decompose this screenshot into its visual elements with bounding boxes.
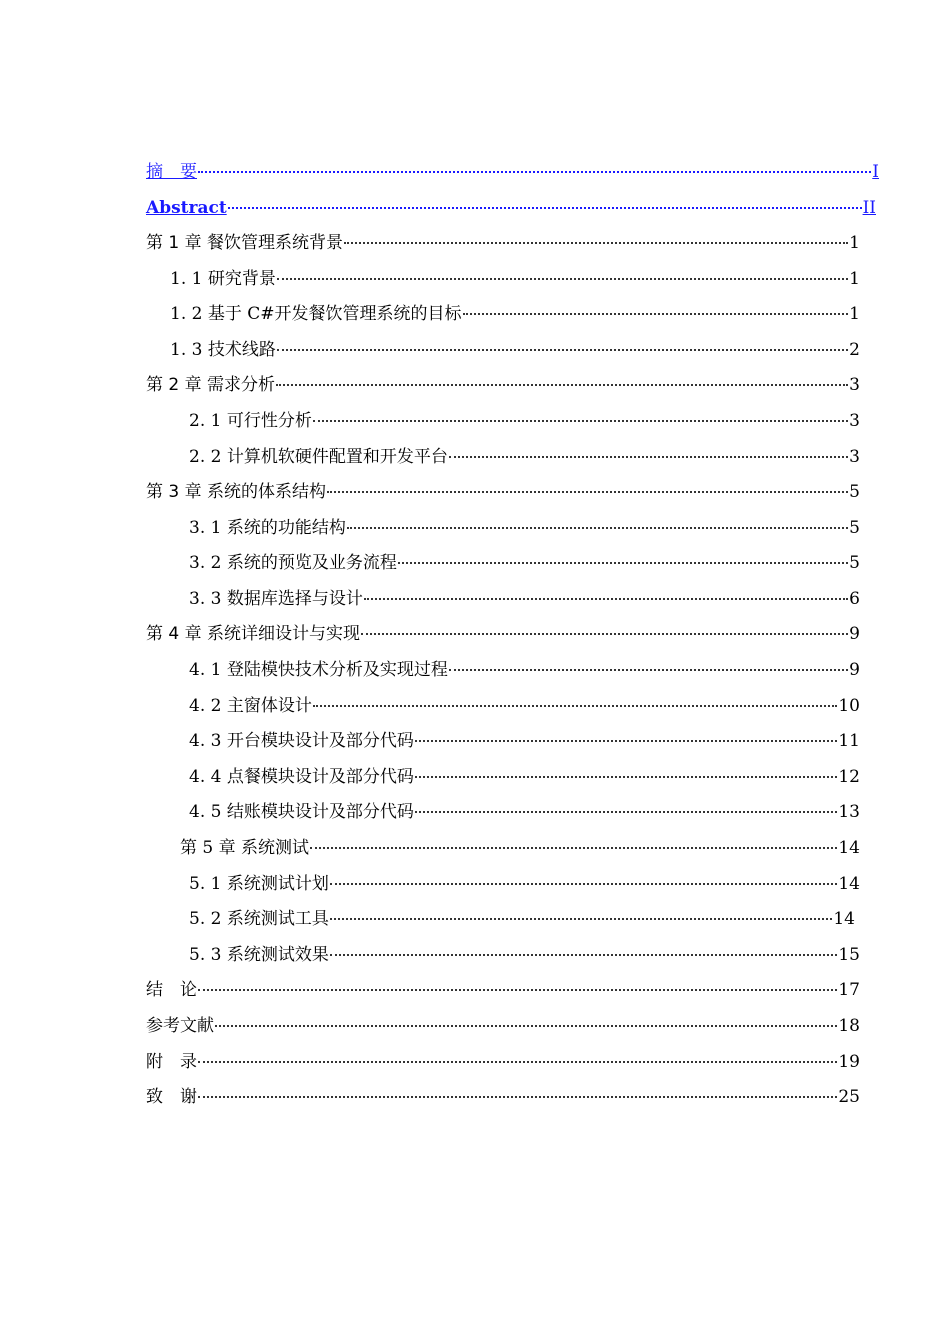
toc-entry-page: 14 [838,874,860,894]
toc-entry-3-1[interactable] [189,514,860,542]
toc-entry-5-2[interactable] [189,905,855,933]
toc-entry-label: 致 谢 [146,1087,197,1107]
toc-entry-page: 15 [838,945,860,965]
toc-entry-abstract-cn[interactable] [146,158,879,186]
toc-entry-5-1[interactable] [189,870,860,898]
toc-leader-dots [344,242,848,244]
toc-entry-label: 2. 2 计算机软硬件配置和开发平台 [189,447,448,467]
toc-leader-dots [415,776,838,778]
toc-entry-label: 1. 3 技术线路 [170,340,276,360]
toc-entry-label: 5. 1 系统测试计划 [189,874,329,894]
toc-entry-page: 14 [833,909,855,929]
toc-entry-4-4[interactable] [189,763,860,791]
toc-entry-1-3[interactable] [170,336,860,364]
toc-leader-dots [415,811,838,813]
toc-entry-label: 3. 2 系统的预览及业务流程 [189,553,397,573]
toc-entry-page: 5 [849,482,860,502]
toc-entry-3-3[interactable] [189,585,860,613]
toc-entry-4-2[interactable] [189,692,860,720]
toc-leader-dots [313,705,838,707]
toc-leader-dots [449,456,848,458]
toc-leader-dots [198,171,871,173]
toc-leader-dots [198,989,837,991]
toc-entry-4-1[interactable] [189,656,860,684]
toc-entry-2-2[interactable] [189,443,860,471]
toc-entry-label: 5. 3 系统测试效果 [189,945,329,965]
toc-entry-page: 5 [849,518,860,538]
toc-entry-page: 3 [849,447,860,467]
toc-leader-dots [330,883,838,885]
toc-entry-1-1[interactable] [170,265,860,293]
toc-entry-page: 13 [838,802,860,822]
toc-entry-1-2[interactable] [170,300,860,328]
toc-leader-dots [198,1096,837,1098]
toc-entry-label: 参考文献 [146,1016,214,1036]
toc-entry-appendix[interactable] [146,1048,860,1076]
toc-entry-page: 14 [838,838,860,858]
toc-entry-label: 第 5 章 系统测试 [180,838,310,858]
toc-leader-dots [327,491,848,493]
toc-entry-page: 25 [838,1087,860,1107]
toc-entry-label: 4. 1 登陆模快技术分析及实现过程 [189,660,448,680]
toc-leader-dots [415,740,838,742]
toc-entry-label: 结 论 [146,980,197,1000]
toc-entry-page: 1 [849,269,860,289]
toc-leader-dots [347,527,848,529]
toc-entry-page[interactable]: II [862,198,876,218]
toc-entry-page: 19 [838,1052,860,1072]
toc-entry-label: 4. 5 结账模块设计及部分代码 [189,802,414,822]
toc-entry-label: 第 4 章 系统详细设计与实现 [146,624,361,644]
toc-entry-page: 9 [849,624,860,644]
toc-leader-dots [330,918,833,920]
toc-entry-4-5[interactable] [189,798,860,826]
toc-leader-dots [215,1025,837,1027]
toc-entry-chapter-4[interactable] [146,620,860,648]
toc-entry-page: 5 [849,553,860,573]
toc-entry-page: 2 [849,340,860,360]
toc-entry-page: 1 [849,304,860,324]
toc-entry-conclusion[interactable] [146,976,860,1004]
toc-entry-chapter-3[interactable] [146,478,860,506]
toc-entry-label: 4. 4 点餐模块设计及部分代码 [189,767,414,787]
toc-entry-page: 12 [838,767,860,787]
toc-entry-label: 4. 2 主窗体设计 [189,696,312,716]
toc-entry-label: 附 录 [146,1052,197,1072]
toc-leader-dots [277,278,848,280]
toc-entry-page: 3 [849,411,860,431]
toc-entry-label: 1. 1 研究背景 [170,269,276,289]
toc-leader-dots [277,349,848,351]
toc-entry-chapter-1[interactable] [146,229,860,257]
toc-entry-label: 5. 2 系统测试工具 [189,909,329,929]
toc-entry-label: 2. 1 可行性分析 [189,411,312,431]
toc-entry-label: 第 2 章 需求分析 [146,375,276,395]
toc-entry-references[interactable] [146,1012,860,1040]
toc-entry-page: 18 [838,1016,860,1036]
toc-leader-dots [228,207,862,209]
toc-entry-page: 17 [838,980,860,1000]
toc-entry-page: 11 [838,731,860,751]
toc-entry-page: 10 [838,696,860,716]
toc-leader-dots [364,598,848,600]
toc-leader-dots [313,420,848,422]
toc-entry-label: 1. 2 基于 C#开发餐饮管理系统的目标 [170,304,462,324]
toc-entry-4-3[interactable] [189,727,860,755]
toc-leader-dots [310,847,837,849]
toc-entry-chapter-5[interactable] [180,834,860,862]
toc-entry-page[interactable]: I [872,162,879,182]
toc-entry-chapter-2[interactable] [146,371,860,399]
toc-entry-label: 第 1 章 餐饮管理系统背景 [146,233,344,253]
toc-entry-label: 4. 3 开台模块设计及部分代码 [189,731,414,751]
toc-leader-dots [330,954,838,956]
toc-entry-label: 3. 3 数据库选择与设计 [189,589,363,609]
toc-entry-label: 3. 1 系统的功能结构 [189,518,346,538]
toc-entry-acknowledgements[interactable] [146,1083,860,1111]
toc-entry-page: 6 [849,589,860,609]
toc-entry-page: 3 [849,375,860,395]
toc-leader-dots [361,633,848,635]
toc-entry-page: 1 [849,233,860,253]
toc-entry-5-3[interactable] [189,941,860,969]
toc-entry-3-2[interactable] [189,549,860,577]
toc-leader-dots [398,562,848,564]
toc-leader-dots [449,669,848,671]
toc-entry-2-1[interactable] [189,407,860,435]
toc-entry-label[interactable]: 摘 要 [146,162,197,182]
toc-entry-label: 第 3 章 系统的体系结构 [146,482,327,502]
toc-leader-dots [198,1061,837,1063]
toc-entry-page: 9 [849,660,860,680]
toc-entry-abstract-en[interactable] [146,194,876,222]
toc-entry-label[interactable]: Abstract [146,198,227,218]
toc-leader-dots [463,313,849,315]
toc-leader-dots [276,384,848,386]
